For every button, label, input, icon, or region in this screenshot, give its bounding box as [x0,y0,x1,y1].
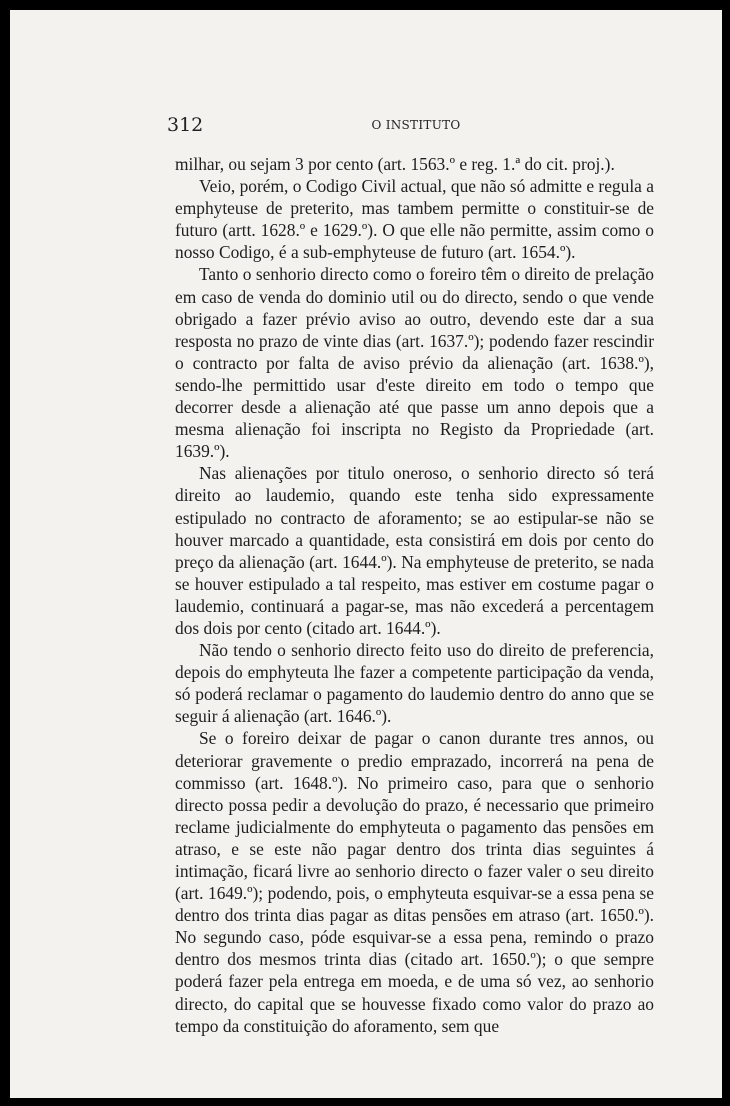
book-page [10,10,722,1098]
paragraph: Se o foreiro deixar de pagar o canon durante tres annos, ou deteriorar gravemente o predio emprazado, incorrerá na pena de commisso (art. 1648.º). No primeiro caso, para que o senhorio directo possa pedir a devolução do prazo, é necessario que primeiro reclame judicialmente do emphyteuta o pagamento das pensões em atraso, e se este não pagar dentro dos trinta dias seguintes á intimação, ficará livre ao senhorio directo o fazer valer o seu direito (art. 1649.º); podendo, pois, o emphyteuta esquivar-se a essa pena se dentro dos trinta dias pagar as ditas pensões em atraso (art. 1650.º). No segundo caso, póde esquivar-se a essa pena, remindo o prazo dentro dos mesmos trinta dias (citado art. 1650.º); o que sempre poderá fazer pela entrega em moeda, e de uma só vez, ao senhorio directo, do capital que se houvesse fixado como valor do prazo ao tempo da constituição do aforamento, sem que [175,728,654,1036]
paragraph: Não tendo o senhorio directo feito uso do direito de preferencia, depois do emphyteuta lhe fazer a competente participação da venda, só poderá reclamar o pagamento do laudemio dentro do anno que se seguir á alienação (art. 1646.º). [175,640,654,727]
paragraph: Veio, porém, o Codigo Civil actual, que não só admitte e regula a emphyteuse de preterito, mas tambem permitte o constituir-se de futuro (artt. 1628.º e 1629.º). O que elle não permitte, assim como o nosso Codigo, é a sub-emphyteuse de futuro (art. 1654.º). [175,176,654,263]
journal-title: O INSTITUTO [371,118,461,132]
paragraph-continuation: milhar, ou sejam 3 por cento (art. 1563.º e reg. 1.ª do cit. proj.). [175,154,615,174]
paragraph: Nas alienações por titulo oneroso, o senhorio directo só terá direito ao laudemio, quando este tenha sido expressamente estipulado no contracto de aforamento; se ao estipular-se não se houver marcado a quantidade, esta consistirá em dois por cento do preço da alienação (art. 1644.º). Na emphyteuse de preterito, se nada se houver estipulado a tal respeito, mas estiver em costume pagar o laudemio, continuará a pagar-se, mas não excederá a percentagem dos dois por cento (citado art. 1644.º). [175,463,654,638]
page-number: 312 [167,114,204,136]
paragraph: Tanto o senhorio directo como o foreiro têm o direito de prelação em caso de venda do dominio util ou do directo, sendo o que vende obrigado a fazer prévio aviso ao outro, devendo este dar a sua resposta no prazo de vinte dias (art. 1637.º); podendo fazer rescindir o contracto por falta de aviso prévio da alienação (art. 1638.º), sendo-lhe permittido usar d'este direito em todo o tempo que decorrer desde a alienação até que passe um anno depois que a mesma alienação foi inscripta no Registo da Propriedade (art. 1639.º). [175,264,654,462]
running-head [167,114,665,138]
body-text [175,153,654,1037]
